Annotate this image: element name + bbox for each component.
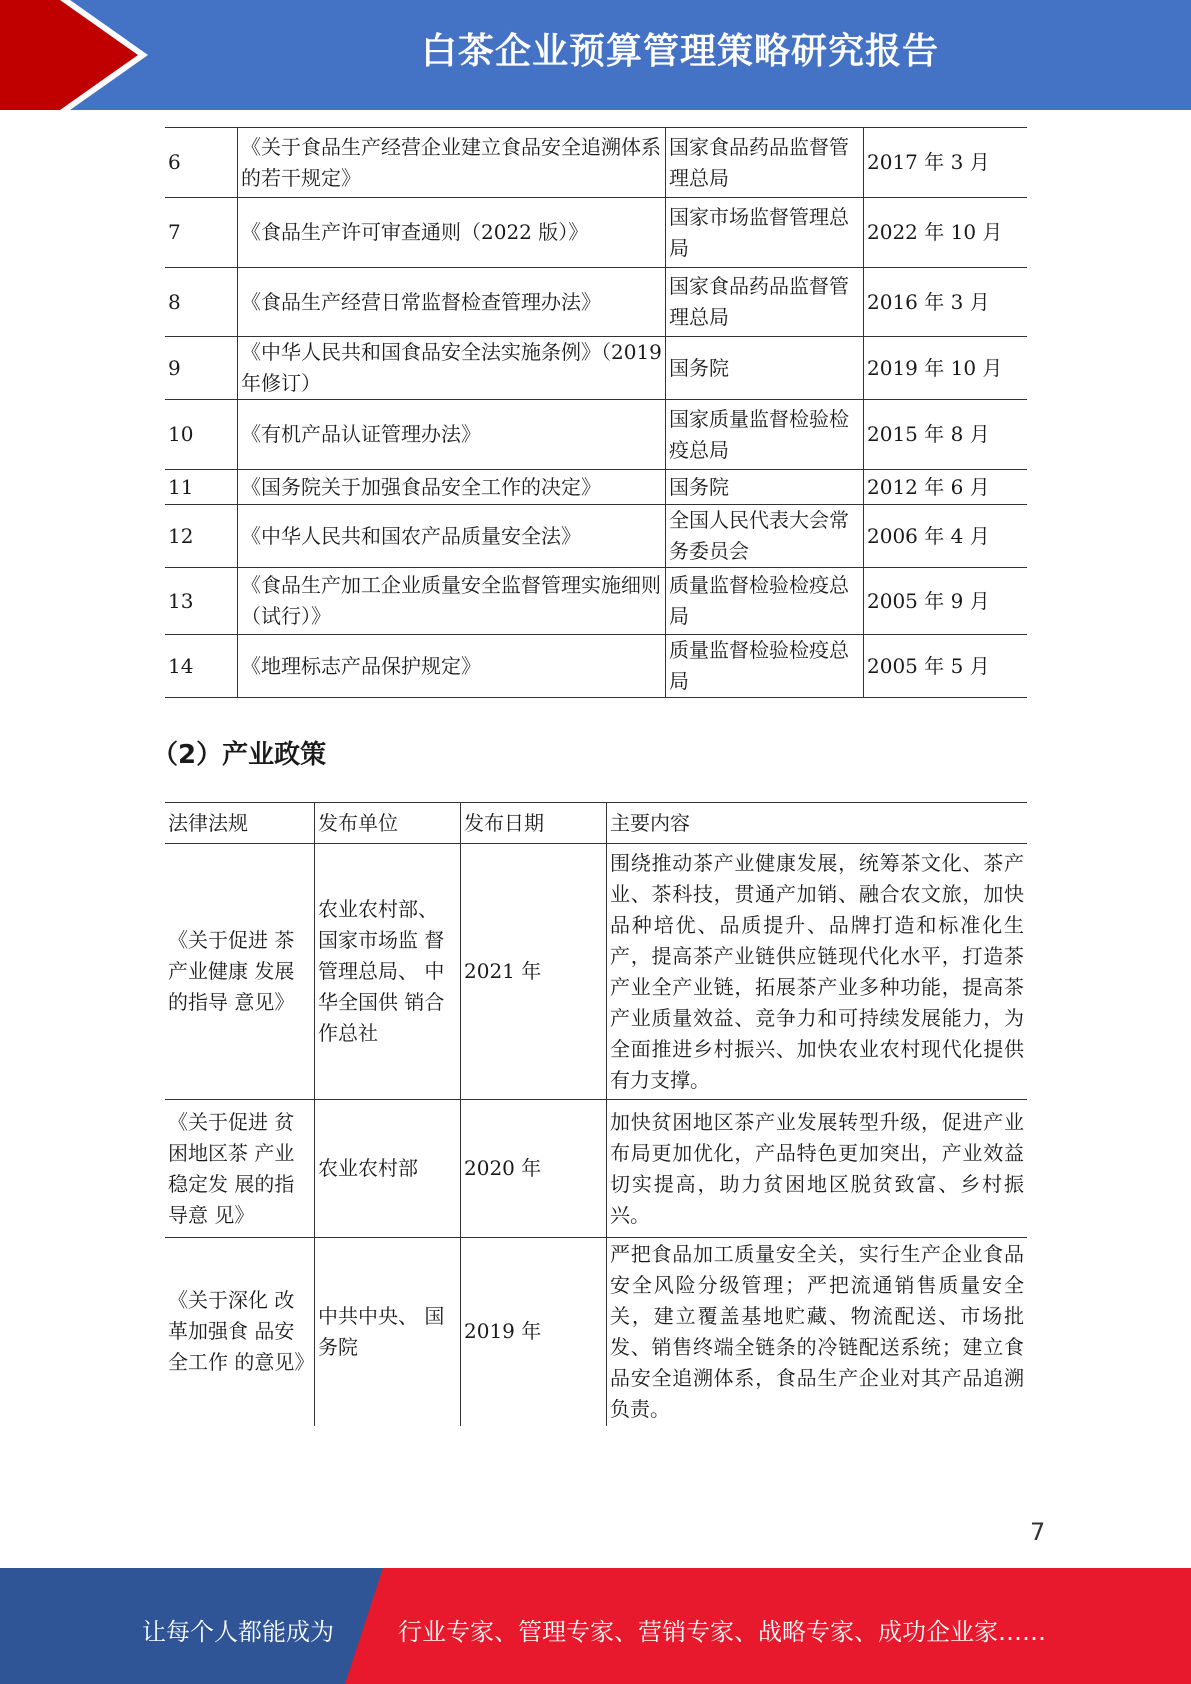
issuer: 国务院 — [666, 470, 864, 505]
issuer: 质量监督检验检疫总局 — [666, 568, 864, 635]
issue-date: 2015 年 8 月 — [864, 400, 1028, 470]
table-row — [165, 400, 1027, 470]
issue-date: 2005 年 9 月 — [864, 568, 1028, 635]
policy-table — [165, 802, 1027, 1426]
issuer: 国务院 — [666, 337, 864, 400]
page-footer — [0, 1568, 1191, 1684]
column-header: 法律法规 — [165, 803, 315, 844]
regulation-name: 《有机产品认证管理办法》 — [238, 400, 666, 470]
policy-table-header-row — [165, 803, 1027, 844]
regulation-name: 《中华人民共和国农产品质量安全法》 — [238, 505, 666, 568]
issuer: 中共中央、 国务院 — [315, 1238, 461, 1426]
table-row — [165, 1100, 1027, 1238]
issuer: 全国人民代表大会常务委员会 — [666, 505, 864, 568]
issue-date: 2016 年 3 月 — [864, 268, 1028, 337]
table-row — [165, 505, 1027, 568]
table-row — [165, 128, 1027, 198]
column-header: 发布单位 — [315, 803, 461, 844]
issue-date: 2012 年 6 月 — [864, 470, 1028, 505]
row-number: 14 — [165, 635, 238, 698]
footer-slogan-right: 行业专家、管理专家、营销专家、战略专家、成功企业家…… — [398, 1618, 1046, 1646]
regulation-name: 《国务院关于加强食品安全工作的决定》 — [238, 470, 666, 505]
issuer: 国家质量监督检验检疫总局 — [666, 400, 864, 470]
issue-date: 2019 年 — [461, 1238, 607, 1426]
table-row — [165, 635, 1027, 698]
table-row — [165, 844, 1027, 1100]
issue-date: 2006 年 4 月 — [864, 505, 1028, 568]
table-row — [165, 1238, 1027, 1426]
table-row — [165, 198, 1027, 268]
regulation-name: 《食品生产加工企业质量安全监督管理实施细则（试行）》 — [238, 568, 666, 635]
row-number: 7 — [165, 198, 238, 268]
row-number: 13 — [165, 568, 238, 635]
table-row — [165, 568, 1027, 635]
issuer: 国家食品药品监督管理总局 — [666, 128, 864, 198]
policy-content: 严把食品加工质量安全关，实行生产企业食品安全风险分级管理；严把流通销售质量安全关，建立覆盖基地贮藏、物流配送、市场批发、销售终端全链条的冷链配送系统；建立食品安全追溯体系，食品生产企业对其产品追溯负责。 — [607, 1238, 1028, 1426]
issuer: 国家市场监督管理总局 — [666, 198, 864, 268]
row-number: 12 — [165, 505, 238, 568]
column-header: 发布日期 — [461, 803, 607, 844]
report-title: 白茶企业预算管理策略研究报告 — [420, 31, 939, 72]
policy-content: 围绕推动茶产业健康发展，统筹茶文化、茶产业、茶科技，贯通产加销、融合农文旅，加快品种培优、品质提升、品牌打造和标准化生产，提高茶产业链供应链现代化水平，打造茶产业全产业链，拓展茶产业多种功能，提高茶产业质量效益、竞争力和可持续发展能力，为全面推进乡村振兴、加快农业农村现代化提供有力支撑。 — [607, 844, 1028, 1100]
table-row — [165, 470, 1027, 505]
page-number: 7 — [1030, 1518, 1046, 1546]
regulation-name: 《食品生产经营日常监督检查管理办法》 — [238, 268, 666, 337]
policy-name: 《关于促进 贫困地区茶 产业稳定发 展的指导意 见》 — [165, 1100, 315, 1238]
column-header: 主要内容 — [607, 803, 1028, 844]
row-number: 11 — [165, 470, 238, 505]
issuer: 质量监督检验检疫总局 — [666, 635, 864, 698]
issuer: 农业农村部、国家市场监 督管理总局、 中华全国供 销合作总社 — [315, 844, 461, 1100]
table-row — [165, 337, 1027, 400]
header-chevron-icon — [0, 0, 200, 110]
regulation-name: 《关于食品生产经营企业建立食品安全追溯体系的若干规定》 — [238, 128, 666, 198]
regulation-name: 《食品生产许可审查通则（2022 版）》 — [238, 198, 666, 268]
footer-slogan-left: 让每个人都能成为 — [142, 1618, 334, 1646]
regulation-name: 《中华人民共和国食品安全法实施条例》（2019 年修订） — [238, 337, 666, 400]
issue-date: 2005 年 5 月 — [864, 635, 1028, 698]
issuer: 国家食品药品监督管理总局 — [666, 268, 864, 337]
issue-date: 2017 年 3 月 — [864, 128, 1028, 198]
regulation-name: 《地理标志产品保护规定》 — [238, 635, 666, 698]
regulations-table — [165, 127, 1027, 698]
row-number: 8 — [165, 268, 238, 337]
row-number: 6 — [165, 128, 238, 198]
page-header — [0, 0, 1191, 110]
issue-date: 2022 年 10 月 — [864, 198, 1028, 268]
row-number: 10 — [165, 400, 238, 470]
section-title: （2）产业政策 — [152, 740, 327, 770]
policy-content: 加快贫困地区茶产业发展转型升级，促进产业布局更加优化，产品特色更加突出，产业效益切实提高，助力贫困地区脱贫致富、乡村振兴。 — [607, 1100, 1028, 1238]
table-row — [165, 268, 1027, 337]
issue-date: 2021 年 — [461, 844, 607, 1100]
policy-name: 《关于促进 茶产业健康 发展的指导 意见》 — [165, 844, 315, 1100]
issuer: 农业农村部 — [315, 1100, 461, 1238]
issue-date: 2019 年 10 月 — [864, 337, 1028, 400]
policy-name: 《关于深化 改革加强食 品安全工作 的意见》 — [165, 1238, 315, 1426]
row-number: 9 — [165, 337, 238, 400]
issue-date: 2020 年 — [461, 1100, 607, 1238]
